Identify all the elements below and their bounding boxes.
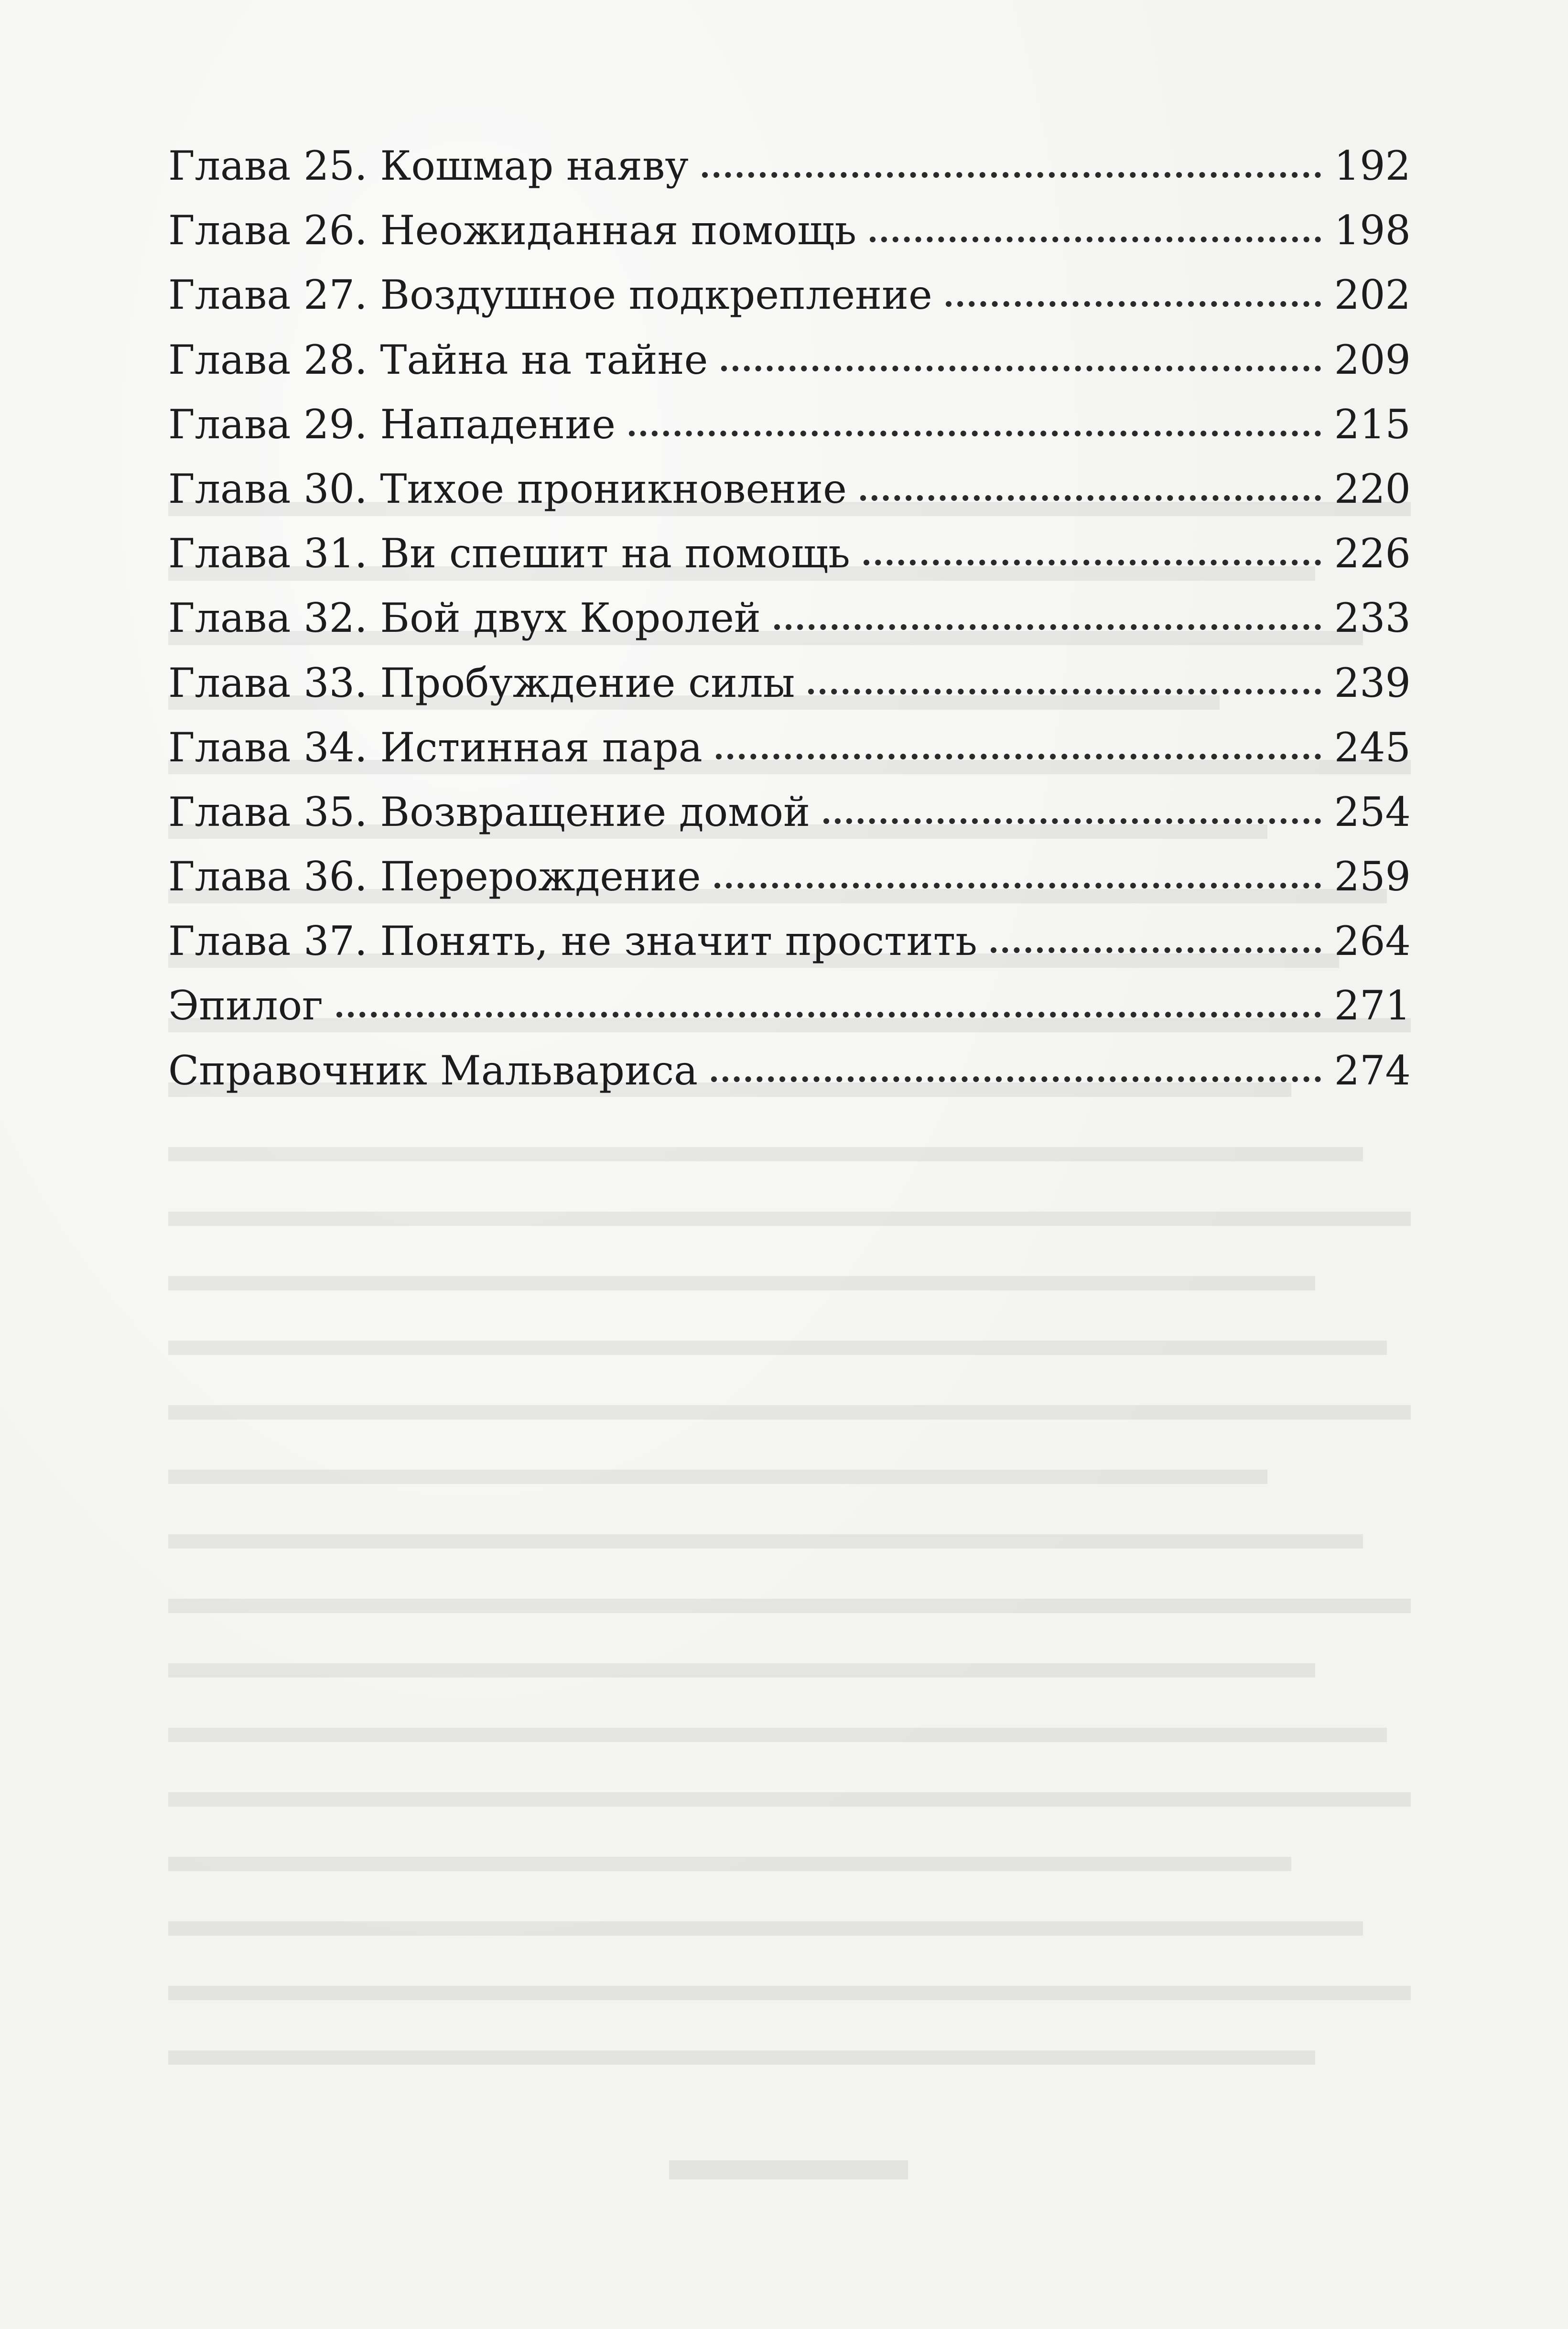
toc-entry [168,586,1411,650]
table-of-contents [168,134,1411,1103]
toc-entry-page: 264 [1334,918,1411,965]
toc-dot-leader [870,204,1321,244]
toc-entry-title: Глава 27. Воздушное подкрепление [168,271,932,319]
toc-entry-title: Эпилог [168,982,324,1029]
toc-entry [168,521,1411,586]
toc-entry [168,263,1411,327]
toc-entry-page: 226 [1334,530,1411,577]
toc-entry-page: 239 [1334,659,1411,706]
toc-dot-leader [991,915,1321,955]
toc-entry [168,392,1411,457]
toc-dot-leader [946,269,1321,309]
toc-entry-page: 233 [1334,595,1411,642]
toc-entry-title: Справочник Мальвариса [168,1047,698,1094]
toc-entry-title: Глава 26. Неожиданная помощь [168,207,857,254]
toc-entry-title: Глава 33. Пробуждение силы [168,659,795,706]
toc-entry [168,780,1411,845]
toc-entry-page: 245 [1334,724,1411,771]
toc-dot-leader [702,140,1321,180]
toc-entry [168,974,1411,1038]
toc-dot-leader [629,398,1321,438]
toc-entry [168,909,1411,974]
toc-entry [168,457,1411,521]
toc-entry-title: Глава 31. Ви спешит на помощь [168,530,850,577]
toc-entry-page: 254 [1334,788,1411,835]
toc-dot-leader [864,527,1321,567]
toc-dot-leader [721,334,1320,374]
toc-entry-page: 259 [1334,853,1411,900]
toc-entry-page: 192 [1334,142,1411,189]
toc-entry-title: Глава 34. Истинная пара [168,724,703,771]
toc-entry-title: Глава 36. Перерождение [168,853,701,900]
toc-dot-leader [808,657,1320,697]
toc-entry-page: 215 [1334,401,1411,448]
toc-entry [168,715,1411,780]
toc-entry-title: Глава 37. Понять, не значит простить [168,918,977,965]
toc-entry [168,328,1411,392]
toc-entry-title: Глава 30. Тихое проникновение [168,465,847,512]
toc-dot-leader [336,979,1320,1019]
toc-entry-title: Глава 35. Возвращение домой [168,788,811,835]
toc-dot-leader [711,1044,1321,1084]
toc-entry-page: 271 [1334,982,1411,1029]
toc-dot-leader [714,850,1321,890]
toc-dot-leader [716,721,1321,761]
toc-entry-title: Глава 32. Бой двух Королей [168,595,761,642]
toc-dot-leader [774,592,1321,632]
toc-entry-title: Глава 29. Нападение [168,401,616,448]
toc-entry [168,1039,1411,1103]
toc-entry [168,198,1411,263]
toc-entry-title: Глава 28. Тайна на тайне [168,336,708,383]
toc-entry [168,134,1411,198]
toc-dot-leader [823,786,1321,826]
toc-entry-page: 274 [1334,1047,1411,1094]
toc-entry-page: 202 [1334,271,1411,319]
toc-dot-leader [860,463,1321,503]
toc-entry-page: 220 [1334,465,1411,512]
toc-entry [168,651,1411,715]
toc-entry-title: Глава 25. Кошмар наяву [168,142,689,189]
toc-entry [168,845,1411,909]
toc-entry-page: 209 [1334,336,1411,383]
toc-entry-page: 198 [1334,207,1411,254]
